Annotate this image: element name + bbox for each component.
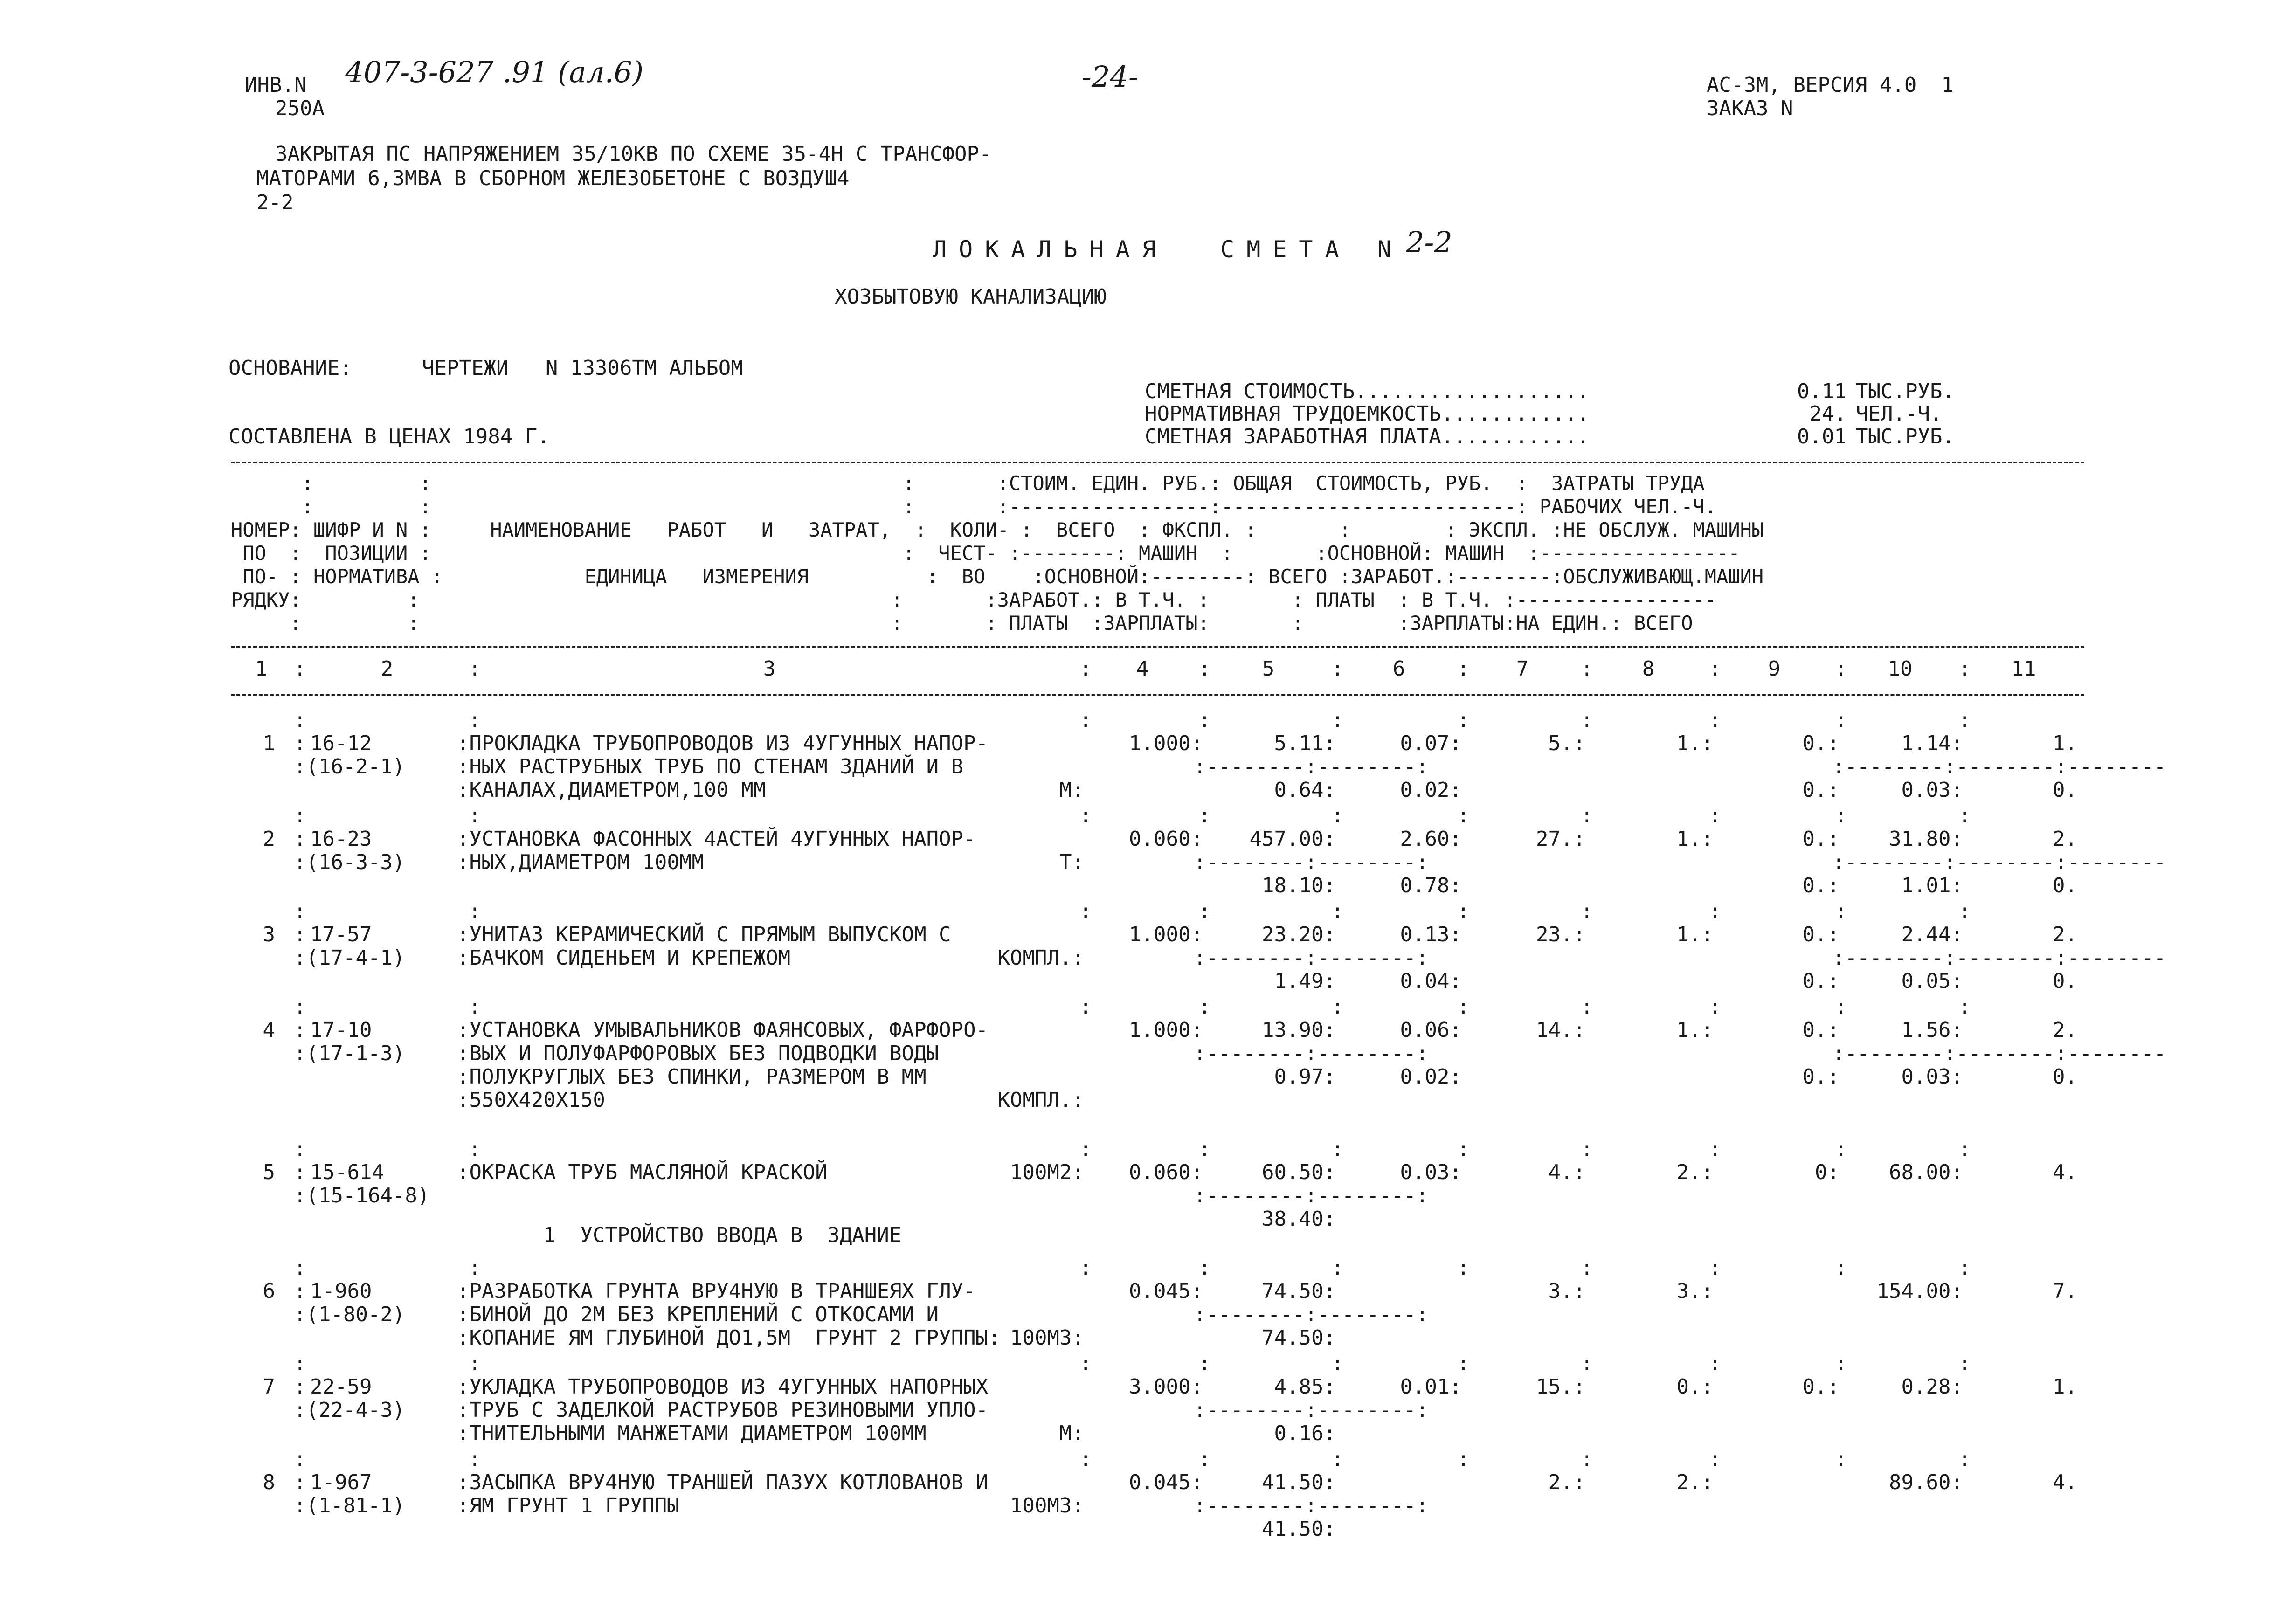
column-separator: : — [1958, 804, 1971, 828]
quantity: 0.045: — [1129, 1470, 1203, 1494]
quantity: 1.000: — [1129, 923, 1203, 946]
unit-cost-machine-wages: 0.02: — [1400, 1065, 1462, 1089]
column-separator: : — [1079, 1137, 1092, 1161]
unit-cost-wages: 0.64: — [1274, 778, 1336, 802]
column-separator: : — [1198, 1447, 1211, 1471]
quantity: 1.000: — [1129, 732, 1203, 755]
work-name-line: :ПОЛУКРУГЛЫХ БЕЗ СПИНКИ, РАЗМЕРОМ В ММ — [457, 1065, 927, 1089]
column-separator: : — [1709, 1352, 1722, 1375]
work-name-line: :ЗАСЫПКА ВРУ4НУЮ ТРАНШЕЙ ПАЗУХ КОТЛОВАНОВ И — [457, 1470, 989, 1494]
table-rule — [231, 694, 2084, 696]
quantity: 0.060: — [1129, 827, 1203, 851]
work-name-line: :ТНИТЕЛЬНЫМИ МАНЖЕТАМИ ДИАМЕТРОМ 100ММ — [457, 1422, 927, 1445]
column-separator: : — [1457, 1137, 1470, 1161]
column-separator: : — [469, 1256, 481, 1280]
unit-cost-total: 13.90: — [1262, 1018, 1336, 1042]
unit-cost-machines: 0.01: — [1400, 1375, 1462, 1399]
row-number: 8 — [263, 1470, 275, 1494]
column-separator: : — [294, 1470, 306, 1494]
basis-value: ЧЕРТЕЖИ N 13306ТМ АЛЬБОМ — [422, 356, 743, 380]
machine-wages: 0.: — [1802, 1065, 1840, 1089]
page-title: ЛОКАЛЬНАЯ СМЕТА N — [933, 236, 1404, 263]
labor-total: 2. — [2053, 923, 2077, 946]
total-base-wages: 0.: — [1676, 1375, 1714, 1399]
row-number: 4 — [263, 1018, 275, 1042]
column-separator: : — [1709, 1137, 1722, 1161]
column-separator: : — [1331, 1256, 1344, 1280]
summary-unit: ТЫС.РУБ. — [1856, 425, 1955, 449]
total-machine-cost: 0.: — [1802, 1018, 1840, 1042]
column-separator: : — [1709, 657, 1722, 681]
column-separator: : — [1709, 708, 1722, 732]
work-name-line: :КОПАНИЕ ЯМ ГЛУБИНОЙ ДО1,5М ГРУНТ 2 ГРУППЫ: — [457, 1326, 1001, 1350]
column-separator: : — [1198, 995, 1211, 1019]
column-separator: : — [469, 708, 481, 732]
row-number: 2 — [263, 827, 275, 851]
norm-code: 1-967 — [310, 1470, 372, 1494]
column-separator: : — [1835, 995, 1847, 1019]
sub-rule: :--------:--------: — [1194, 1184, 1429, 1208]
column-separator: : — [1079, 899, 1092, 923]
column-separator: : — [1198, 1137, 1211, 1161]
column-separator: : — [1079, 995, 1092, 1019]
prices-note: СОСТАВЛЕНА В ЦЕНАХ 1984 Г. — [228, 425, 550, 449]
norm-ref: :(16-3-3) — [294, 850, 405, 874]
work-name-line: :НЫХ,ДИАМЕТРОМ 100ММ — [457, 850, 704, 874]
column-separator: : — [1457, 1352, 1470, 1375]
labor-machine-per-unit: 0.05: — [1901, 969, 1963, 993]
quantity: 1.000: — [1129, 1018, 1203, 1042]
column-separator: : — [1331, 804, 1344, 828]
column-separator: : — [469, 995, 481, 1019]
column-separator: : — [1331, 657, 1344, 681]
labor-machine-total: 0. — [2053, 778, 2077, 802]
unit-cost-machine-wages: 0.78: — [1400, 874, 1462, 897]
norm-code: 1-960 — [310, 1279, 372, 1303]
work-name-line: :ПРОКЛАДКА ТРУБОПРОВОДОВ ИЗ 4УГУННЫХ НАПОР- — [457, 732, 989, 755]
total-cost: 14.: — [1536, 1018, 1585, 1042]
column-separator: : — [1331, 1352, 1344, 1375]
labor-per-unit: 68.00: — [1889, 1160, 1963, 1184]
sub-rule: :--------:--------:-------- — [1833, 850, 2166, 874]
column-separator: : — [469, 1352, 481, 1375]
labor-per-unit: 2.44: — [1901, 923, 1963, 946]
column-number: 6 — [1392, 657, 1405, 681]
column-separator: : — [294, 1160, 306, 1184]
work-name-line: :УСТАНОВКА ФАСОННЫХ 4АСТЕЙ 4УГУННЫХ НАПОР- — [457, 827, 976, 851]
column-separator: : — [1835, 804, 1847, 828]
column-separator: : — [1079, 657, 1092, 681]
summary-value: 0.11 — [1797, 380, 1846, 403]
total-cost: 15.: — [1536, 1375, 1585, 1399]
column-separator: : — [1958, 1352, 1971, 1375]
total-base-wages: 2.: — [1676, 1160, 1714, 1184]
unit-cost-total: 23.20: — [1262, 923, 1336, 946]
summary-unit: ТЫС.РУБ. — [1856, 380, 1955, 403]
unit-of-measure: 100М3: — [1010, 1326, 1084, 1350]
column-separator: : — [294, 995, 306, 1019]
norm-ref: :(22-4-3) — [294, 1398, 405, 1422]
norm-ref: :(15-164-8) — [294, 1184, 430, 1208]
norm-code: 15-614 — [310, 1160, 384, 1184]
sub-rule: :--------:--------:-------- — [1833, 1042, 2166, 1065]
norm-code: 17-10 — [310, 1018, 372, 1042]
total-base-wages: 1.: — [1676, 732, 1714, 755]
work-name-line: :РАЗРАБОТКА ГРУНТА ВРУ4НУЮ В ТРАНШЕЯХ ГЛУ- — [457, 1279, 976, 1303]
norm-ref: :(17-4-1) — [294, 946, 405, 970]
labor-machine-total: 0. — [2053, 1065, 2077, 1089]
column-separator: : — [294, 1447, 306, 1471]
total-machine-cost: 0.: — [1802, 923, 1840, 946]
column-separator: : — [294, 899, 306, 923]
column-separator: : — [1958, 1447, 1971, 1471]
column-separator: : — [469, 1447, 481, 1471]
work-name-line: :ТРУБ С ЗАДЕЛКОЙ РАСТРУБОВ РЕЗИНОВЫМИ УПЛО- — [457, 1398, 989, 1422]
total-cost: 3.: — [1548, 1279, 1585, 1303]
total-machine-cost: 0: — [1815, 1160, 1840, 1184]
unit-of-measure: М: — [1059, 1422, 1084, 1445]
column-separator: : — [294, 1352, 306, 1375]
column-separator: : — [1709, 1447, 1722, 1471]
row-number: 6 — [263, 1279, 275, 1303]
column-separator: : — [1835, 1447, 1847, 1471]
labor-total: 1. — [2053, 1375, 2077, 1399]
column-separator: : — [1198, 804, 1211, 828]
unit-cost-machine-wages: 0.04: — [1400, 969, 1462, 993]
column-separator: : — [1581, 804, 1593, 828]
table-header-line: : : : :СТОИМ. ЕДИН. РУБ.: ОБЩАЯ СТОИМОСТЬ, РУБ. : ЗАТРАТЫ ТРУДА — [231, 472, 1705, 495]
total-cost: 27.: — [1536, 827, 1585, 851]
column-separator: : — [1457, 1256, 1470, 1280]
total-cost: 5.: — [1548, 732, 1585, 755]
column-number: 1 — [255, 657, 268, 681]
total-base-wages: 1.: — [1676, 1018, 1714, 1042]
norm-ref: :(17-1-3) — [294, 1042, 405, 1065]
work-name-line: :ЯМ ГРУНТ 1 ГРУППЫ — [457, 1494, 679, 1518]
machine-wages: 0.: — [1802, 778, 1840, 802]
sub-rule: :--------:--------: — [1194, 850, 1429, 874]
labor-per-unit: 31.80: — [1889, 827, 1963, 851]
column-separator: : — [1958, 1256, 1971, 1280]
unit-cost-wages: 74.50: — [1262, 1326, 1336, 1350]
table-header-line: : : : : ПЛАТЫ :ЗАРПЛАТЫ: : :ЗАРПЛАТЫ:НА ЕДИН.: ВСЕГО — [231, 612, 1693, 635]
total-cost: 2.: — [1548, 1470, 1585, 1494]
total-machine-cost: 0.: — [1802, 732, 1840, 755]
column-separator: : — [469, 657, 481, 681]
unit-cost-machines: 0.03: — [1400, 1160, 1462, 1184]
column-separator: : — [294, 657, 306, 681]
work-name-line: :КАНАЛАХ,ДИАМЕТРОМ,100 ММ — [457, 778, 766, 802]
sub-rule: :--------:--------: — [1194, 1303, 1429, 1326]
column-separator: : — [1198, 1256, 1211, 1280]
sub-rule: :--------:--------: — [1194, 1398, 1429, 1422]
labor-machine-per-unit: 0.03: — [1901, 778, 1963, 802]
column-number: 3 — [763, 657, 776, 681]
quantity: 3.000: — [1129, 1375, 1203, 1399]
column-separator: : — [1198, 899, 1211, 923]
total-cost: 4.: — [1548, 1160, 1585, 1184]
unit-cost-machines: 0.13: — [1400, 923, 1462, 946]
column-separator: : — [1079, 1352, 1092, 1375]
unit-of-measure: М: — [1059, 778, 1084, 802]
unit-cost-total: 5.11: — [1274, 732, 1336, 755]
column-number: 5 — [1262, 657, 1275, 681]
column-separator: : — [294, 1256, 306, 1280]
unit-cost-total: 60.50: — [1262, 1160, 1336, 1184]
table-header-line: НОМЕР: ШИФР И N : НАИМЕНОВАНИЕ РАБОТ И ЗАТРАТ, : КОЛИ- : ВСЕГО : ФКСПЛ. : : : ЭКСПЛ. :НЕ ОБСЛУЖ. МАШИНЫ — [231, 518, 1764, 541]
norm-code: 16-23 — [310, 827, 372, 851]
unit-cost-total: 4.85: — [1274, 1375, 1336, 1399]
column-separator: : — [1457, 657, 1470, 681]
labor-per-unit: 89.60: — [1889, 1470, 1963, 1494]
total-machine-cost: 0.: — [1802, 827, 1840, 851]
column-separator: : — [1709, 995, 1722, 1019]
labor-per-unit: 1.14: — [1901, 732, 1963, 755]
column-separator: : — [1835, 708, 1847, 732]
column-number: 8 — [1642, 657, 1655, 681]
column-separator: : — [1331, 995, 1344, 1019]
row-number: 7 — [263, 1375, 275, 1399]
sub-rule: :--------:--------: — [1194, 1494, 1429, 1518]
column-separator: : — [1079, 1256, 1092, 1280]
labor-machine-per-unit: 1.01: — [1901, 874, 1963, 897]
column-separator: : — [294, 732, 306, 755]
column-separator: : — [294, 1375, 306, 1399]
norm-code: 22-59 — [310, 1375, 372, 1399]
column-separator: : — [1709, 1256, 1722, 1280]
page-subtitle: ХОЗБЫТОВУЮ КАНАЛИЗАЦИЮ — [835, 285, 1107, 309]
column-separator: : — [1581, 1256, 1593, 1280]
inv-label: ИНВ.N — [245, 73, 307, 97]
work-name-line: :ОКРАСКА ТРУБ МАСЛЯНОЙ КРАСКОЙ — [457, 1160, 828, 1184]
labor-total: 4. — [2053, 1160, 2077, 1184]
column-separator: : — [1198, 708, 1211, 732]
estimate-number-handwritten: 2-2 — [1406, 225, 1452, 259]
inv-number-handwritten: 407-3-627 .91 (ал.6) — [345, 55, 644, 89]
column-separator: : — [469, 1137, 481, 1161]
work-name-line: :УНИТАЗ КЕРАМИЧЕСКИЙ С ПРЯМЫМ ВЫПУСКОМ С — [457, 923, 951, 946]
column-number: 11 — [2011, 657, 2036, 681]
column-separator: : — [1079, 1447, 1092, 1471]
column-number: 4 — [1136, 657, 1149, 681]
norm-ref: :(1-80-2) — [294, 1303, 405, 1326]
column-separator: : — [469, 804, 481, 828]
project-line-2: МАТОРАМИ 6,3МВА В СБОРНОМ ЖЕЛЕЗОБЕТОНЕ С ВОЗДУШ4 — [256, 166, 850, 190]
row-number: 1 — [263, 732, 275, 755]
labor-total: 7. — [2053, 1279, 2077, 1303]
summary-label: СМЕТНАЯ СТОИМОСТЬ................... — [1145, 380, 1590, 403]
table-rule — [231, 646, 2084, 648]
column-separator: : — [1835, 1137, 1847, 1161]
section-title: 1 УСТРОЙСТВО ВВОДА В ЗДАНИЕ — [543, 1223, 902, 1247]
column-separator: : — [1457, 708, 1470, 732]
column-separator: : — [1958, 657, 1971, 681]
column-separator: : — [1581, 995, 1593, 1019]
column-separator: : — [294, 1279, 306, 1303]
column-number: 9 — [1768, 657, 1781, 681]
project-line-3: 2-2 — [256, 191, 294, 214]
work-name-line: :УКЛАДКА ТРУБОПРОВОДОВ ИЗ 4УГУННЫХ НАПОРНЫХ — [457, 1375, 989, 1399]
version-label: АС-ЗМ, ВЕРСИЯ 4.0 1 — [1707, 73, 1954, 97]
quantity: 0.060: — [1129, 1160, 1203, 1184]
total-base-wages: 3.: — [1676, 1279, 1714, 1303]
column-separator: : — [1835, 1256, 1847, 1280]
norm-ref: :(1-81-1) — [294, 1494, 405, 1518]
column-separator: : — [1581, 708, 1593, 732]
labor-total: 1. — [2053, 732, 2077, 755]
machine-wages: 0.: — [1802, 969, 1840, 993]
order-label: ЗАКАЗ N — [1707, 97, 1793, 120]
sub-rule: :--------:--------: — [1194, 1042, 1429, 1065]
total-base-wages: 1.: — [1676, 923, 1714, 946]
unit-cost-wages: 0.97: — [1274, 1065, 1336, 1089]
unit-cost-wages: 18.10: — [1262, 874, 1336, 897]
column-separator: : — [1958, 708, 1971, 732]
summary-value: 0.01 — [1797, 425, 1846, 449]
column-separator: : — [1457, 995, 1470, 1019]
column-separator: : — [1581, 1447, 1593, 1471]
column-separator: : — [294, 827, 306, 851]
unit-cost-wages: 0.16: — [1274, 1422, 1336, 1445]
column-separator: : — [1709, 804, 1722, 828]
column-separator: : — [1331, 1137, 1344, 1161]
unit-of-measure: 100М2: — [1010, 1160, 1084, 1184]
column-separator: : — [294, 1018, 306, 1042]
page-number: -24- — [1082, 60, 1138, 94]
labor-per-unit: 1.56: — [1901, 1018, 1963, 1042]
unit-cost-machine-wages: 0.02: — [1400, 778, 1462, 802]
summary-value: 24. — [1809, 402, 1846, 426]
table-rule — [231, 462, 2084, 463]
column-number: 10 — [1888, 657, 1913, 681]
table-header-line: ПО : ПОЗИЦИИ : : ЧЕСТ- :--------: МАШИН : :ОСНОВНОЙ: МАШИН :----------------- — [231, 542, 1740, 565]
unit-cost-wages: 38.40: — [1262, 1207, 1336, 1231]
column-separator: : — [1581, 1137, 1593, 1161]
sub-rule: :--------:--------:-------- — [1833, 755, 2166, 779]
labor-per-unit: 0.28: — [1901, 1375, 1963, 1399]
unit-of-measure: 100М3: — [1010, 1494, 1084, 1518]
unit-cost-machines: 0.06: — [1400, 1018, 1462, 1042]
machine-wages: 0.: — [1802, 874, 1840, 897]
labor-machine-total: 0. — [2053, 874, 2077, 897]
unit-of-measure: Т: — [1059, 850, 1084, 874]
column-separator: : — [1331, 899, 1344, 923]
norm-ref: :(16-2-1) — [294, 755, 405, 779]
unit-of-measure: КОМПЛ.: — [997, 1088, 1084, 1112]
column-separator: : — [294, 923, 306, 946]
table-header-line: РЯДКУ: : : :ЗАРАБОТ.: В Т.Ч. : : ПЛАТЫ : В Т.Ч. :----------------- — [231, 588, 1717, 611]
unit-cost-total: 457.00: — [1249, 827, 1336, 851]
table-header-line: ПО- : НОРМАТИВА : ЕДИНИЦА ИЗМЕРЕНИЯ : ВО :ОСНОВНОЙ:--------: ВСЕГО :ЗАРАБОТ.:--------:ОБСЛУЖИВАЮЩ.МАШИН — [231, 565, 1764, 588]
column-separator: : — [1457, 1447, 1470, 1471]
table-header-line: : : : :-----------------:-------------------------: РАБОЧИХ ЧЕЛ.-Ч. — [231, 495, 1717, 518]
code-250: 250А — [275, 97, 325, 120]
labor-total: 2. — [2053, 1018, 2077, 1042]
basis-label: ОСНОВАНИЕ: — [228, 356, 352, 380]
column-separator: : — [294, 708, 306, 732]
column-separator: : — [1198, 1352, 1211, 1375]
column-separator: : — [1835, 1352, 1847, 1375]
work-name-line: :БАЧКОМ СИДЕНЬЕМ И КРЕПЕЖОМ — [457, 946, 791, 970]
column-separator: : — [1835, 899, 1847, 923]
total-machine-cost: 0.: — [1802, 1375, 1840, 1399]
labor-machine-per-unit: 0.03: — [1901, 1065, 1963, 1089]
unit-cost-wages: 1.49: — [1274, 969, 1336, 993]
work-name-line: :УСТАНОВКА УМЫВАЛЬНИКОВ ФАЯНСОВЫХ, ФАРФОРО- — [457, 1018, 989, 1042]
column-separator: : — [294, 804, 306, 828]
column-number: 7 — [1516, 657, 1529, 681]
unit-of-measure: КОМПЛ.: — [997, 946, 1084, 970]
column-separator: : — [1958, 1137, 1971, 1161]
column-separator: : — [1457, 804, 1470, 828]
quantity: 0.045: — [1129, 1279, 1203, 1303]
labor-machine-total: 0. — [2053, 969, 2077, 993]
labor-per-unit: 154.00: — [1876, 1279, 1963, 1303]
project-line-1: ЗАКРЫТАЯ ПС НАПРЯЖЕНИЕМ 35/10КВ ПО СХЕМЕ 35-4Н С ТРАНСФОР- — [275, 142, 992, 166]
sub-rule: :--------:--------: — [1194, 755, 1429, 779]
unit-cost-wages: 41.50: — [1262, 1517, 1336, 1541]
column-separator: : — [1581, 899, 1593, 923]
unit-cost-total: 41.50: — [1262, 1470, 1336, 1494]
column-separator: : — [1835, 657, 1847, 681]
row-number: 5 — [263, 1160, 275, 1184]
column-separator: : — [1331, 708, 1344, 732]
column-separator: : — [1958, 899, 1971, 923]
column-separator: : — [1079, 708, 1092, 732]
norm-code: 17-57 — [310, 923, 372, 946]
labor-total: 2. — [2053, 827, 2077, 851]
row-number: 3 — [263, 923, 275, 946]
column-separator: : — [1709, 899, 1722, 923]
column-separator: : — [294, 1137, 306, 1161]
column-separator: : — [1581, 1352, 1593, 1375]
column-separator: : — [1581, 657, 1593, 681]
labor-total: 4. — [2053, 1470, 2077, 1494]
work-name-line: :БИНОЙ ДО 2М БЕЗ КРЕПЛЕНИЙ С ОТКОСАМИ И — [457, 1303, 939, 1326]
total-base-wages: 1.: — [1676, 827, 1714, 851]
summary-label: НОРМАТИВНАЯ ТРУДОЕМКОСТЬ............ — [1145, 402, 1590, 426]
column-separator: : — [1198, 657, 1211, 681]
total-cost: 23.: — [1536, 923, 1585, 946]
column-separator: : — [1457, 899, 1470, 923]
total-base-wages: 2.: — [1676, 1470, 1714, 1494]
work-name-line: :НЫХ РАСТРУБНЫХ ТРУБ ПО СТЕНАМ ЗДАНИЙ И В — [457, 755, 964, 779]
column-separator: : — [1958, 995, 1971, 1019]
column-separator: : — [1331, 1447, 1344, 1471]
sub-rule: :--------:--------:-------- — [1833, 946, 2166, 970]
sub-rule: :--------:--------: — [1194, 946, 1429, 970]
work-name-line: :ВЫХ И ПОЛУФАРФОРОВЫХ БЕЗ ПОДВОДКИ ВОДЫ — [457, 1042, 939, 1065]
column-separator: : — [1079, 804, 1092, 828]
unit-cost-total: 74.50: — [1262, 1279, 1336, 1303]
work-name-line: :550Х420Х150 — [457, 1088, 605, 1112]
column-separator: : — [469, 899, 481, 923]
summary-unit: ЧЕЛ.-Ч. — [1856, 402, 1943, 426]
summary-label: СМЕТНАЯ ЗАРАБОТНАЯ ПЛАТА............ — [1145, 425, 1590, 449]
column-number: 2 — [380, 657, 394, 681]
unit-cost-machines: 0.07: — [1400, 732, 1462, 755]
norm-code: 16-12 — [310, 732, 372, 755]
unit-cost-machines: 2.60: — [1400, 827, 1462, 851]
